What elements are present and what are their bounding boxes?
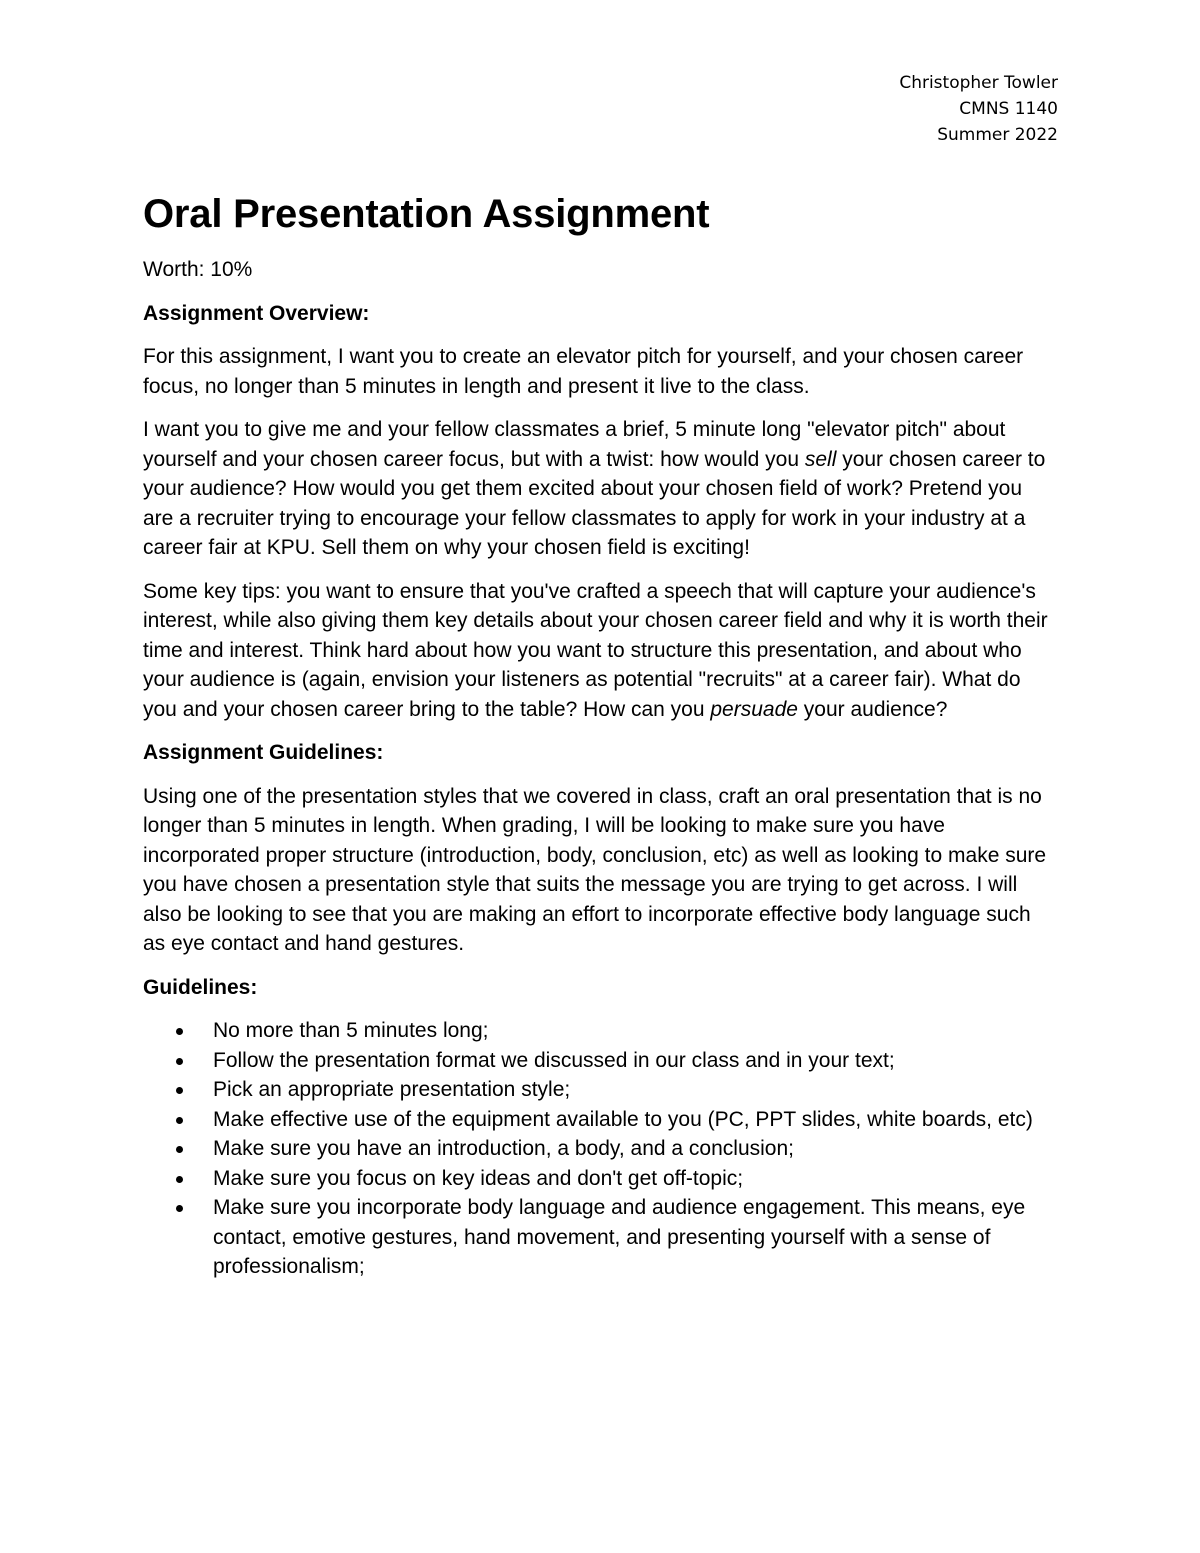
list-item [143,1193,1058,1282]
bullet-icon [176,1028,183,1035]
term: Summer 2022 [937,125,1058,145]
list-item [143,1016,1058,1046]
overview-paragraph-2 [143,415,1058,563]
list-item-text: Pick an appropriate presentation style; [213,1078,571,1101]
assignment-guidelines-paragraph: Using one of the presentation styles that we covered in class, craft an oral presentation that is no longer than 5 minutes in length. When grading, I will be looking to make sure you have incorporated proper structure (introduction, body, conclusion, etc) as well as looking to make sure you have chosen a presentation style that suits the message you are trying to get across. I will also be looking to see that you are making an effort to incorporate effective body language such as eye contact and hand gestures. [143,784,1047,955]
guidelines-list [143,1016,1058,1282]
course-code: CMNS 1140 [959,99,1058,119]
list-item-text: Make sure you have an introduction, a body, and a conclusion; [213,1137,794,1160]
bullet-icon [176,1087,183,1094]
bullet-icon [176,1146,183,1153]
page-title: Oral Presentation Assignment [143,192,710,236]
list-item-text: Make sure you incorporate body language and audience engagement. This means, eye contact, emotive gestures, hand movement, and presenting yourself with a sense of professionalism; [213,1196,1026,1278]
overview-heading: Assignment Overview: [143,301,370,325]
list-item [143,1164,1058,1194]
guidelines-heading: Guidelines: [143,975,258,999]
list-item [143,1046,1058,1076]
overview-paragraph-1: For this assignment, I want you to create an elevator pitch for yourself, and your chosen career focus, no longer than 5 minutes in length and present it live to the class. [143,345,1024,398]
overview-paragraph-2-text-a: I want you to give me and your fellow classmates a brief, 5 minute long "elevator pitch" about yourself and your chosen career focus, but with a twist: how would you [143,418,1006,471]
list-item-text: Follow the presentation format we discussed in our class and in your text; [213,1048,895,1072]
bullet-icon [176,1058,183,1065]
bullet-icon [176,1117,183,1124]
author-name: Christopher Towler [899,73,1058,93]
list-item-text: Make effective use of the equipment available to you (PC, PPT slides, white boards, etc) [213,1107,1033,1131]
list-item-text: Make sure you focus on key ideas and don't get off-topic; [213,1166,744,1190]
document-header [143,70,1058,148]
list-item-text: No more than 5 minutes long; [213,1019,489,1042]
list-item [143,1134,1058,1164]
overview-paragraph-3-emphasis: persuade [710,697,798,721]
list-item [143,1105,1058,1135]
list-item [143,1075,1058,1105]
overview-paragraph-3-text-a: Some key tips: you want to ensure that you've crafted a speech that will capture your audience's interest, while also giving them key details about your chosen career field and why it is worth their time and interest. Think hard about how you want to structure this presentation, and about who your audience is (again, envision your listeners as potential "recruits" at a career fair). What do you and your chosen career bring to the table? How can you [143,579,1048,721]
overview-paragraph-3-text-b: your audience? [797,697,948,721]
overview-paragraph-2-emphasis: sell [804,447,837,471]
bullet-icon [176,1176,183,1183]
bullet-icon [176,1205,183,1212]
overview-paragraph-3 [143,577,1058,725]
overview-paragraph-2-text-b: your chosen career to your audience? How would you get them excited about your chosen field of work? Pretend you are a recruiter trying to encourage your fellow classmates to apply for work in your industry at a career fair at KPU. Sell them on why your chosen field is exciting! [143,447,1046,559]
worth-text: Worth: 10% [143,258,253,281]
assignment-guidelines-heading: Assignment Guidelines: [143,741,384,764]
